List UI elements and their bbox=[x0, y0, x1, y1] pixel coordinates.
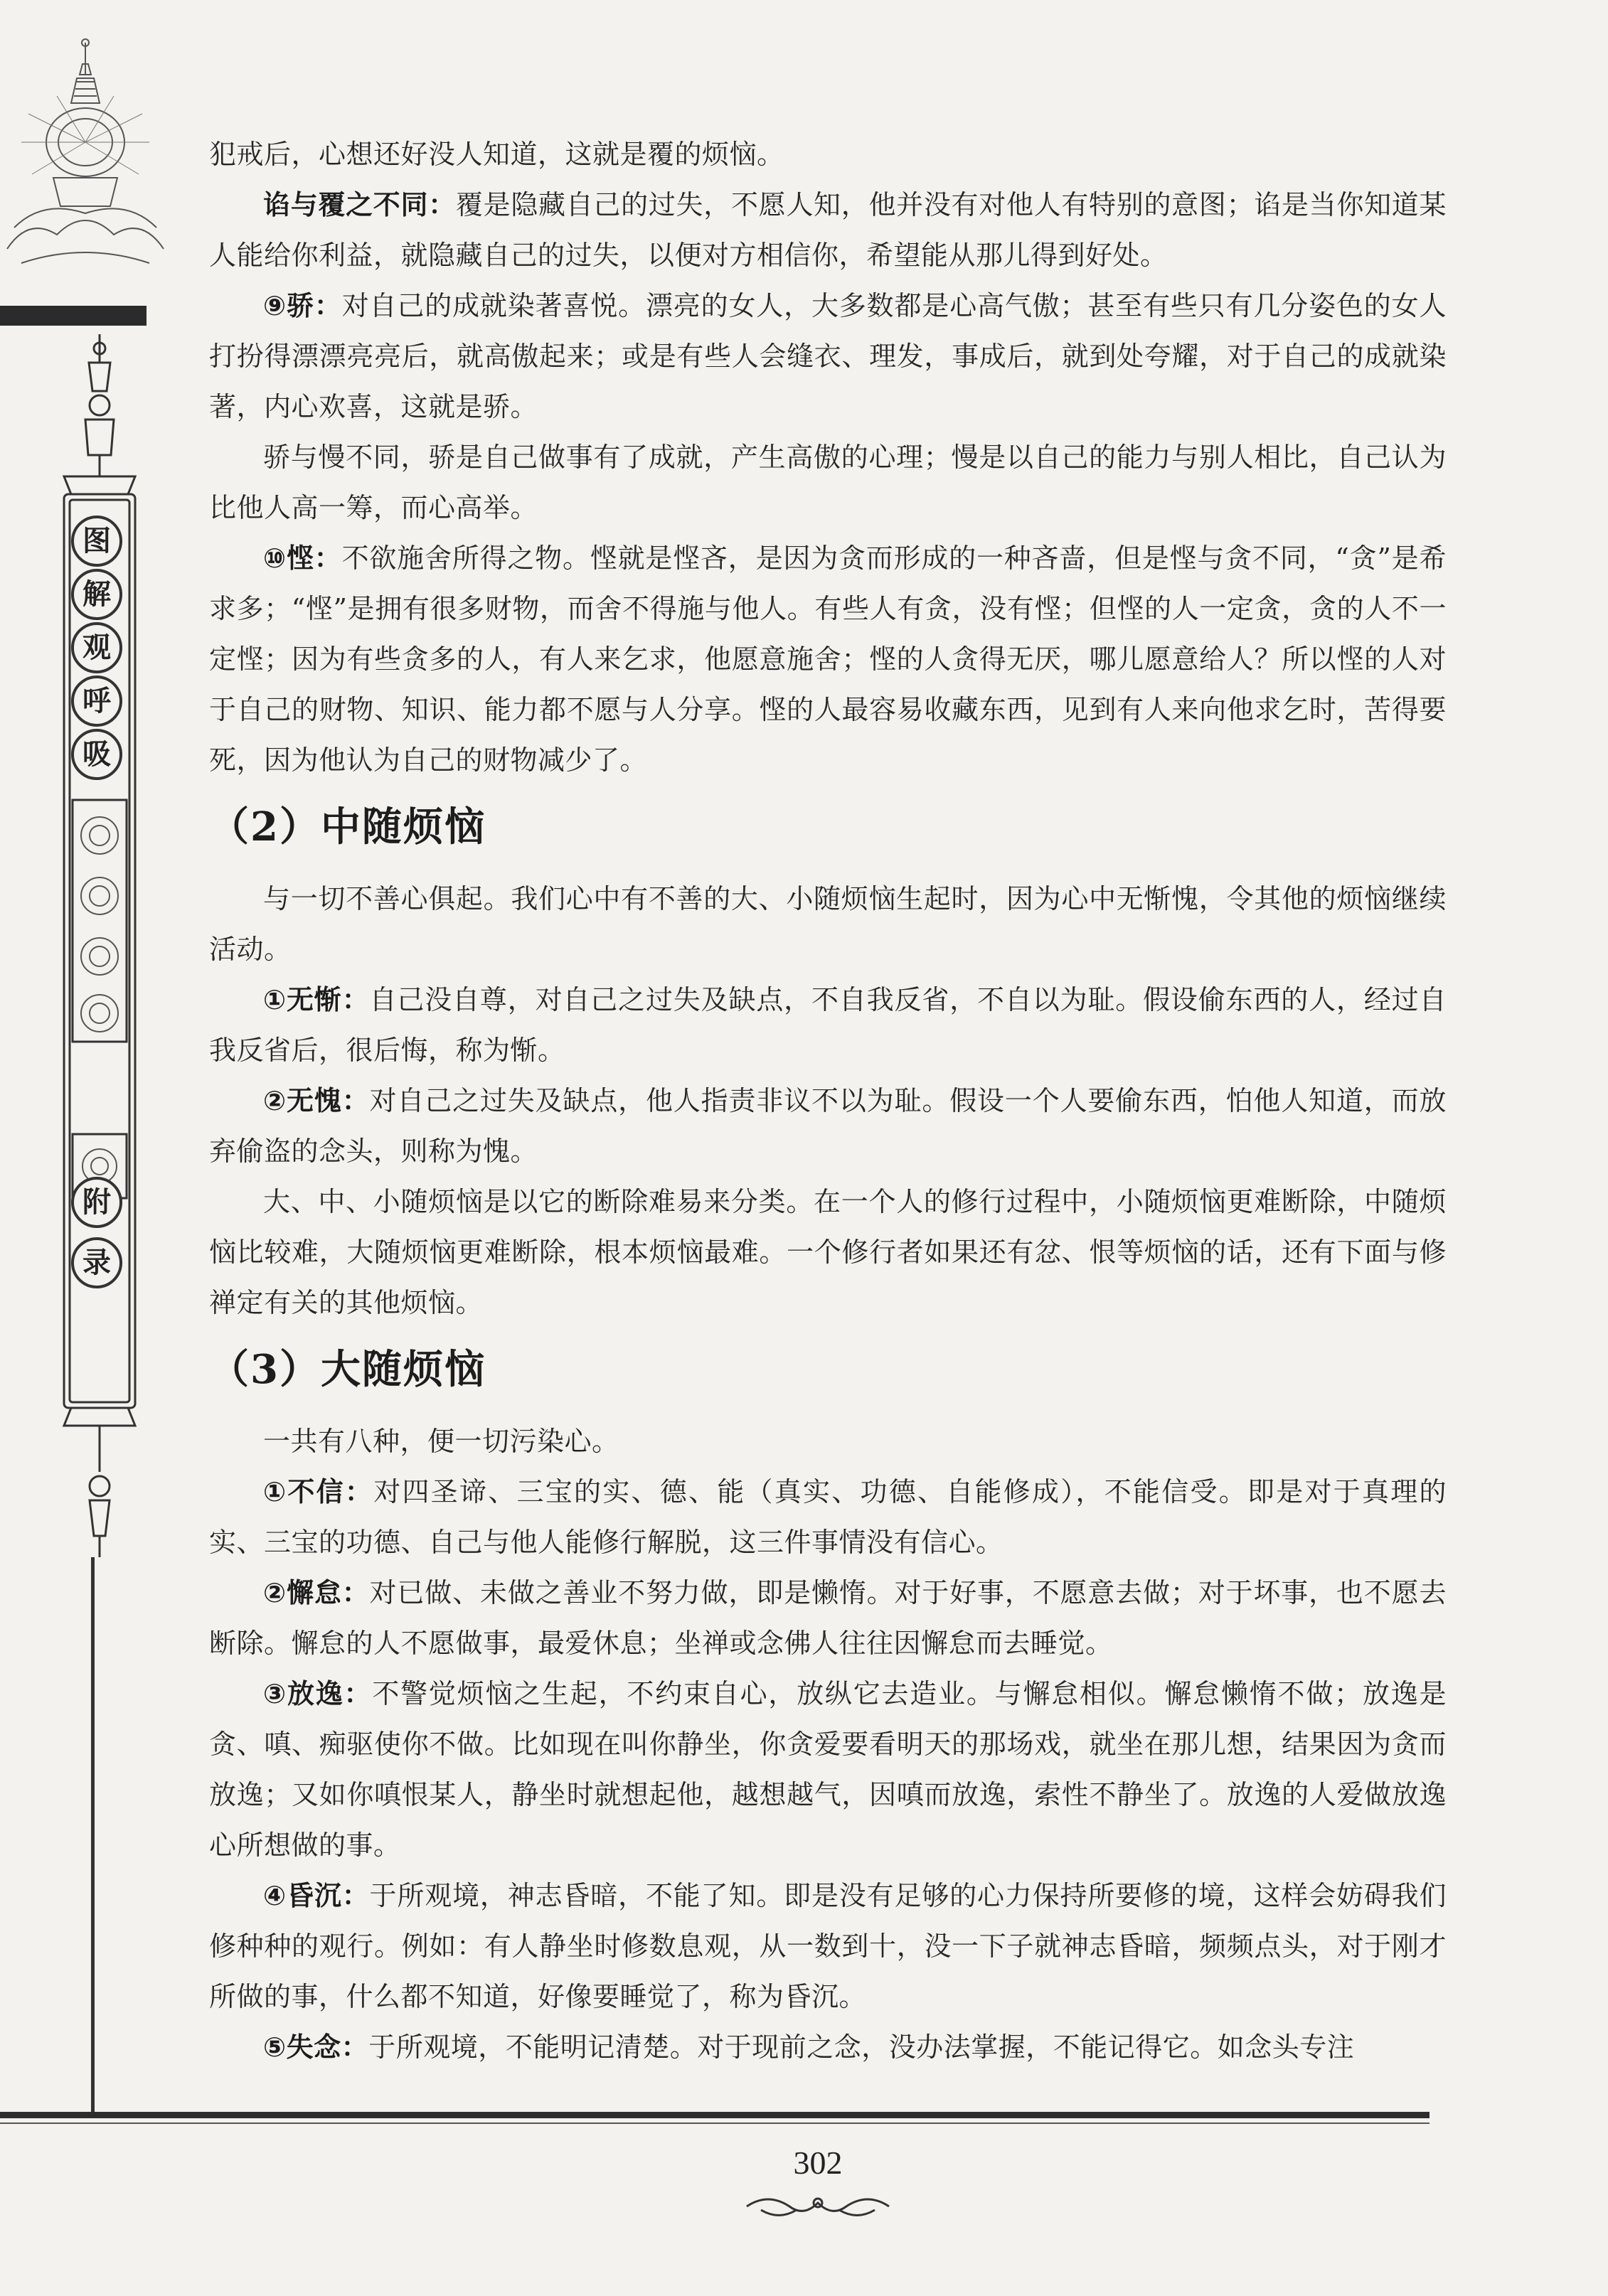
side-label-char: 观 bbox=[71, 622, 122, 673]
paragraph-text: 对自己的成就染著喜悦。漂亮的女人，大多数都是心高气傲；甚至有些只有几分姿色的女人打扮得漂漂亮亮后，就高傲起来；或是有些人会缝衣、理发，事成后，就到处夸耀，对于自己的成就染著，内心欢喜，这就是骄。 bbox=[209, 290, 1447, 422]
paragraph-text: 骄与慢不同，骄是自己做事有了成就，产生高傲的心理；慢是以自己的能力与别人相比，自己认为比他人高一筹，而心高举。 bbox=[209, 442, 1447, 523]
header-bar bbox=[0, 306, 147, 326]
body-paragraph bbox=[209, 1467, 1447, 1568]
paragraph-text: 一共有八种，便一切污染心。 bbox=[263, 1426, 619, 1457]
term-label: 谄与覆之不同： bbox=[263, 189, 456, 220]
term-label: ④昏沉： bbox=[263, 1880, 370, 1911]
paragraph-text: 自己没自尊，对自己之过失及缺点，不自我反省，不自以为耻。假设偷东西的人，经过自我反省后，很后悔，称为惭。 bbox=[209, 984, 1447, 1066]
margin-line bbox=[91, 1557, 95, 2112]
side-label-char: 吸 bbox=[71, 729, 122, 780]
section-heading: （3）大随烦恼 bbox=[209, 1346, 486, 1393]
body-paragraph bbox=[209, 2022, 1447, 2073]
term-label: ①无惭： bbox=[263, 984, 370, 1015]
body-paragraph bbox=[209, 1568, 1447, 1669]
paragraph-text: 对四圣谛、三宝的实、德、能（真实、功德、自能修成），不能信受。即是对于真理的实、三宝的功德、自己与他人能修行解脱，这三件事情没有信心。 bbox=[209, 1476, 1447, 1558]
stupa-ornament-icon bbox=[0, 36, 171, 277]
side-label-char: 呼 bbox=[71, 676, 122, 727]
paragraph-text: 覆是隐藏自己的过失，不愿人知，他并没有对他人有特别的意图；谄是当你知道某人能给你利益，就隐藏自己的过失，以便对方相信你，希望能从那儿得到好处。 bbox=[209, 189, 1447, 271]
body-paragraph bbox=[209, 1669, 1447, 1871]
footer-rule-thin bbox=[0, 2123, 1429, 2124]
paragraph-text: 对已做、未做之善业不努力做，即是懒惰。对于好事，不愿意去做；对于坏事，也不愿去断除。懈怠的人不愿做事，最爱休息；坐禅或念佛人往往因懈怠而去睡觉。 bbox=[209, 1577, 1447, 1659]
term-label: ⑤失念： bbox=[263, 2031, 369, 2063]
side-label-char: 图 bbox=[71, 516, 122, 567]
paragraph-text: 于所观境，不能明记清楚。对于现前之念，没办法掌握，不能记得它。如念头专注 bbox=[368, 2031, 1355, 2063]
term-label: ③放逸： bbox=[263, 1678, 373, 1709]
paragraph-text: 不欲施舍所得之物。悭就是悭吝，是因为贪而形成的一种吝啬，但是悭与贪不同，“贪”是希求多；“悭”是拥有很多财物，而舍不得施与他人。有些人有贪，没有悭；但悭的人一定贪，贪的人不一定悭；因为有些贪多的人，有人来乞求，他愿意施舍；悭的人贪得无厌，哪儿愿意给人？所以悭的人对于自己的财物、知识、能力都不愿与人分享。悭的人最容易收藏东西，见到有人来向他求乞时，苦得要死，因为他认为自己的财物减少了。 bbox=[209, 543, 1447, 776]
side-label-char: 附 bbox=[71, 1177, 122, 1228]
body-paragraph bbox=[209, 281, 1447, 432]
body-paragraph bbox=[209, 432, 1447, 533]
footer-rule bbox=[0, 2112, 1429, 2118]
main-text bbox=[209, 129, 1447, 2073]
body-paragraph bbox=[209, 129, 1447, 180]
flourish-ornament-icon bbox=[740, 2189, 896, 2224]
term-label: ②懈怠： bbox=[263, 1577, 370, 1608]
body-paragraph bbox=[209, 533, 1447, 786]
page-number: 302 bbox=[793, 2145, 843, 2181]
paragraph-text: 不警觉烦恼之生起，不约束自心，放纵它去造业。与懈怠相似。懈怠懒惰不做；放逸是贪、嗔、痴驱使你不做。比如现在叫你静坐，你贪爱要看明天的那场戏，就坐在那儿想，结果因为贪而放逸；又如你嗔恨某人，静坐时就想起他，越想越气，因嗔而放逸，索性不静坐了。放逸的人爱做放逸心所想做的事。 bbox=[209, 1678, 1447, 1861]
term-label: ②无愧： bbox=[263, 1085, 370, 1116]
body-paragraph bbox=[209, 1871, 1447, 2022]
body-paragraph bbox=[209, 1076, 1447, 1177]
section-heading: （2）中随烦恼 bbox=[209, 803, 486, 850]
side-label-char: 录 bbox=[71, 1237, 122, 1288]
paragraph-text: 与一切不善心俱起。我们心中有不善的大、小随烦恼生起时，因为心中无惭愧，令其他的烦恼继续活动。 bbox=[209, 883, 1447, 965]
term-label: ⑩悭： bbox=[263, 543, 342, 574]
paragraph-text: 于所观境，神志昏暗，不能了知。即是没有足够的心力保持所要修的境，这样会妨碍我们修种种的观行。例如：有人静坐时修数息观，从一数到十，没一下子就神志昏暗，频频点头，对于刚才所做的事，什么都不知道，好像要睡觉了，称为昏沉。 bbox=[209, 1880, 1447, 2012]
body-paragraph bbox=[209, 180, 1447, 281]
body-paragraph bbox=[209, 975, 1447, 1076]
body-paragraph bbox=[209, 1177, 1447, 1328]
term-label: ①不信： bbox=[263, 1476, 374, 1507]
paragraph-text: 犯戒后，心想还好没人知道，这就是覆的烦恼。 bbox=[209, 139, 784, 170]
paragraph-text: 大、中、小随烦恼是以它的断除难易来分类。在一个人的修行过程中，小随烦恼更难断除，中随烦恼比较难，大随烦恼更难断除，根本烦恼最难。一个修行者如果还有忿、恨等烦恼的话，还有下面与修禅定有关的其他烦恼。 bbox=[209, 1186, 1447, 1318]
side-label-char: 解 bbox=[71, 569, 122, 620]
body-paragraph bbox=[209, 874, 1447, 975]
paragraph-text: 对自己之过失及缺点，他人指责非议不以为耻。假设一个人要偷东西，怕他人知道，而放弃偷盗的念头，则称为愧。 bbox=[209, 1085, 1447, 1167]
body-paragraph bbox=[209, 1416, 1447, 1467]
term-label: ⑨骄： bbox=[263, 290, 342, 321]
